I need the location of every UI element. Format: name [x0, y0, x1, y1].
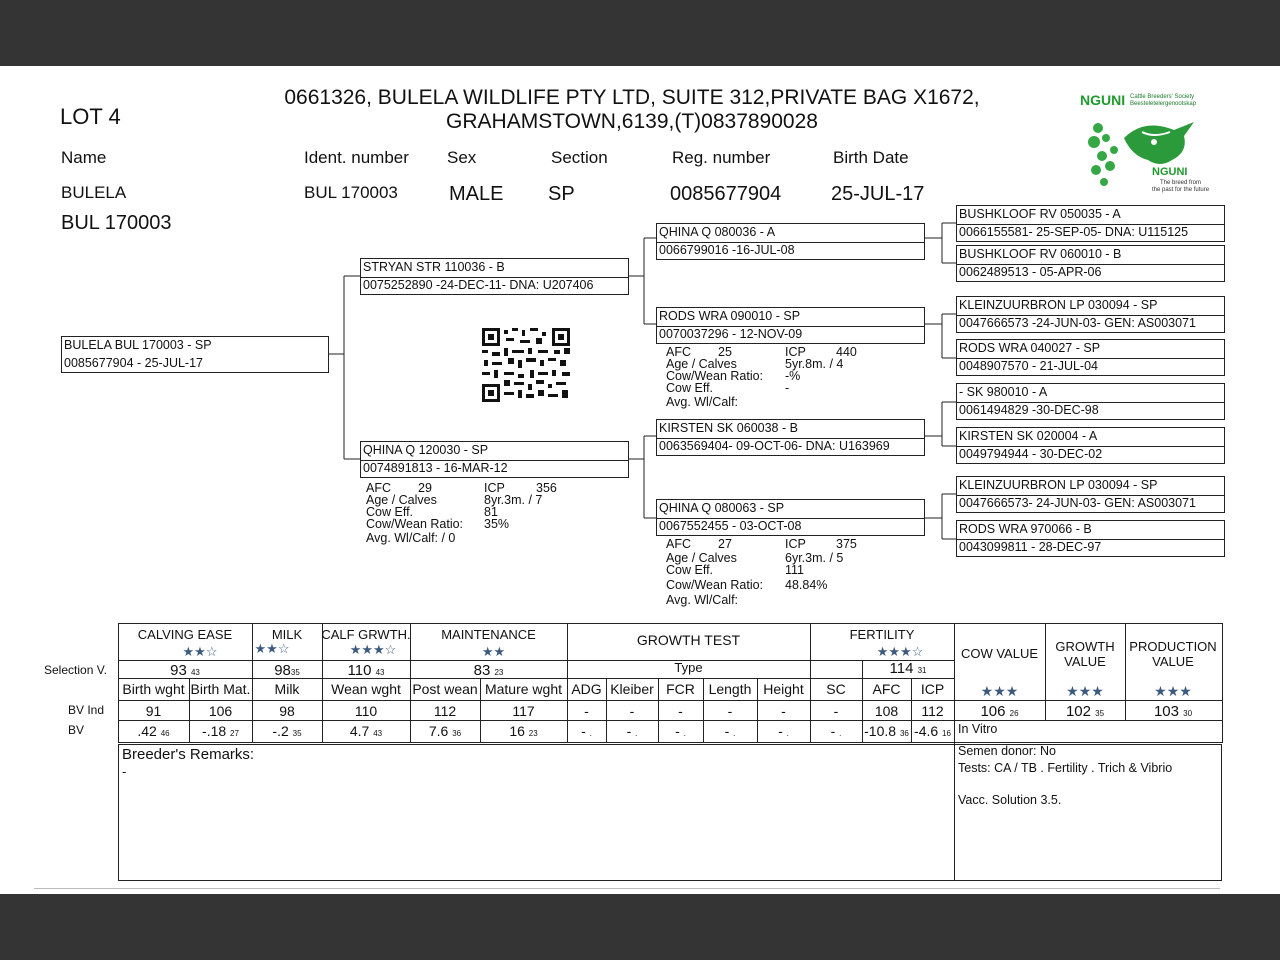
bv-accuracy: . [683, 729, 686, 738]
header-production-value: PRODUCTION VALUE [1129, 639, 1217, 669]
bv-value: 4.7 [349, 723, 370, 739]
selection-fertility: 114 31 [889, 660, 927, 677]
bv-ind-cell: 91 [145, 703, 162, 719]
column-header: ADG [571, 681, 602, 697]
pedigree-ssd: BUSHKLOOF RV 060010 - B 0062489513 - 05-APR-06 [956, 245, 1225, 282]
column-header: FCR [666, 681, 695, 697]
bv-cell [606, 723, 658, 739]
in-vitro: In Vitro [958, 722, 998, 736]
owner-line-2: GRAHAMSTOWN,6139,(T)0837890028 [446, 110, 818, 133]
column-header: SC [826, 681, 846, 697]
pedigree-sss: BUSHKLOOF RV 050035 - A 0066155581- 25-SEP-05- DNA: U115125 [956, 205, 1225, 242]
fertility-stars-icon: ★★★☆ [876, 644, 924, 659]
selection-maintenance: 83 23 [473, 662, 504, 679]
growth-value-stars-icon: ★★★ [1066, 683, 1104, 699]
header-milk: MILK [271, 627, 303, 642]
selection-milk: 9835 [274, 662, 300, 679]
bv-value: 7.6 [428, 723, 449, 739]
bv-cell [252, 723, 322, 739]
header-growth-test: GROWTH TEST [636, 632, 741, 648]
bv-ind-cell: 112 [433, 703, 457, 719]
bv-value: -4.6 [914, 723, 939, 739]
bv-value: - [778, 723, 783, 739]
value-sex: MALE [449, 183, 504, 205]
milk-stars-icon: ★★☆ [254, 641, 290, 656]
column-header: Height [763, 681, 804, 697]
header-calf-growth: CALF GRWTH. [321, 627, 411, 642]
bv-cell [322, 723, 410, 739]
value-name: BULELA [61, 183, 127, 202]
bv-value: - [675, 723, 680, 739]
dam-stats: AFC 29 ICP 356 Age / Calves 8yr.3m. / 7 Cow Eff. 81 Cow/Wean Ratio: 35% Avg. Wl/Calf: / 0 [366, 481, 557, 545]
bv-ind-cell: - [727, 703, 733, 719]
bv-value: - [830, 723, 836, 739]
pedigree-sire: STRYAN STR 110036 - B 0075252890 -24-DEC-11- DNA: U207406 [360, 258, 629, 295]
pedigree-dam: QHINA Q 120030 - SP 0074891813 - 16-MAR-12 [360, 441, 629, 478]
bv-cell [658, 723, 703, 739]
bv-cell [703, 723, 757, 739]
bv-ind-cell: 108 [874, 703, 899, 719]
bv-ind-cell: - [833, 703, 839, 719]
pedigree-sdd: RODS WRA 040027 - SP 0048907570 - 21-JUL-04 [956, 339, 1225, 376]
bv-value: -10.8 [864, 723, 897, 739]
bv-ind-cell: 110 [354, 703, 378, 719]
remarks-label: Breeder's Remarks: [122, 746, 255, 763]
bv-accuracy: . [635, 729, 638, 738]
maintenance-stars-icon: ★★ [481, 644, 506, 659]
row-label-bv-ind: BV Ind [68, 703, 105, 717]
bv-cell [410, 723, 480, 739]
row-label-bv: BV [68, 723, 85, 737]
bv-value: .42 [137, 723, 157, 739]
column-header: Wean wght [331, 681, 401, 697]
header-growth-value: GROWTH VALUE [1055, 639, 1115, 669]
label-name: Name [61, 148, 107, 167]
calf-stars-icon: ★★★☆ [349, 642, 397, 657]
owner-line-1: 0661326, BULELA WILDLIFE PTY LTD, SUITE 312,PRIVATE BAG X1672, [284, 86, 980, 109]
column-header: Mature wght [484, 681, 563, 697]
tests: Tests: CA / TB . Fertility . Trich & Vibrio [958, 761, 1173, 775]
bv-cell [911, 723, 954, 739]
header-maintenance: MAINTENANCE [441, 627, 536, 642]
bv-accuracy: . [589, 729, 592, 738]
value-birth: 25-JUL-17 [831, 183, 925, 205]
bv-value: 16 [509, 723, 525, 739]
cow-value-stars-icon: ★★★ [980, 683, 1019, 699]
bv-value: -.2 [272, 723, 289, 739]
bv-accuracy: . [786, 729, 789, 738]
bv-ind-cell: - [629, 703, 635, 719]
cow-value: 106 26 [980, 703, 1019, 720]
bv-value: - [724, 723, 730, 739]
bv-ind-cell: - [678, 703, 683, 719]
row-label-selection: Selection V. [44, 663, 107, 677]
sire-dam-stats: AFC 25 ICP 440 Age / Calves 5yr.8m. / 4 Cow/Wean Ratio: -% Cow Eff. - Avg. Wl/Calf: [666, 345, 857, 409]
selection-calf: 110 43 [347, 662, 385, 679]
pedigree-ddd: RODS WRA 970066 - B 0043099811 - 28-DEC-97 [956, 520, 1225, 557]
label-ident: Ident. number [304, 148, 409, 167]
pedigree-dsd: KIRSTEN SK 020004 - A 0049794944 - 30-DEC-02 [956, 427, 1225, 464]
column-header: Post wean [412, 681, 478, 697]
bv-ind-cell: 117 [512, 703, 535, 719]
bv-cell [862, 723, 911, 739]
label-reg: Reg. number [672, 148, 771, 167]
pedigree-dds: KLEINZUURBRON LP 030094 - SP 0047666573- 24-JUN-03- GEN: AS003071 [956, 476, 1225, 513]
header-type: Type [674, 660, 703, 675]
bv-accuracy: . [733, 729, 736, 738]
bv-accuracy: 35 [292, 729, 302, 738]
dam-dam-stats: AFC 27 ICP 375 Age / Calves 6yr.3m. / 5 Cow Eff. 111 Cow/Wean Ratio: 48.84% Avg. Wl/Calf: [666, 537, 857, 607]
pedigree-dam-sire: KIRSTEN SK 060038 - B 0063569404- 09-OCT-06- DNA: U163969 [656, 419, 925, 456]
column-header: AFC [872, 681, 901, 697]
bv-accuracy: 36 [452, 729, 462, 738]
pedigree-sds: KLEINZUURBRON LP 030094 - SP 0047666573 -24-JUN-03- GEN: AS003071 [956, 296, 1225, 333]
calving-stars-icon: ★★☆ [182, 644, 218, 659]
remarks-text: - [122, 764, 127, 779]
bv-cell [480, 723, 567, 739]
value-ident: BUL 170003 [304, 183, 398, 202]
label-sex: Sex [447, 148, 477, 167]
bv-value: - [626, 723, 632, 739]
pedigree-sire-sire: QHINA Q 080036 - A 0066799016 -16-JUL-08 [656, 223, 925, 260]
label-section: Section [551, 148, 608, 167]
bv-cell [118, 723, 189, 739]
pedigree-subject: BULELA BUL 170003 - SP 0085677904 - 25-JUL-17 [61, 336, 329, 373]
column-header: Length [708, 681, 752, 697]
nguni-logo: NGUNI Cattle Breeders' Society Beesteletelergenootskap NGUNI The breed from the past for the future [1078, 88, 1214, 198]
bv-ind-cell: 106 [208, 703, 233, 719]
header-calving-ease: CALVING EASE [137, 627, 233, 642]
production-value-stars-icon: ★★★ [1154, 683, 1192, 699]
bv-value: -.18 [202, 723, 227, 739]
bv-accuracy: 43 [373, 729, 383, 738]
bv-cell [567, 723, 606, 739]
bv-cell [810, 723, 862, 739]
bv-value: - [581, 723, 586, 739]
bv-ind-cell: 112 [921, 703, 944, 719]
pedigree-dss: - SK 980010 - A 0061494829 -30-DEC-98 [956, 383, 1225, 420]
bv-cell [757, 723, 810, 739]
bv-accuracy: 23 [528, 729, 538, 738]
semen-donor: Semen donor: No [958, 744, 1056, 758]
production-value: 103 30 [1153, 703, 1193, 720]
header-cow-value: COW VALUE [960, 646, 1039, 661]
pedigree-dam-dam: QHINA Q 080063 - SP 0067552455 - 03-OCT-08 [656, 499, 925, 536]
bottom-dark-bar [0, 894, 1280, 960]
header-fertility: FERTILITY [849, 627, 915, 642]
selection-calving: 93 43 [170, 662, 200, 679]
animal-id: BUL 170003 [61, 212, 172, 234]
bv-accuracy: 27 [230, 729, 239, 738]
bv-ind-cell: - [584, 703, 589, 719]
label-birth: Birth Date [833, 148, 909, 167]
bv-accuracy: 36 [899, 729, 909, 738]
lot-number: LOT 4 [60, 104, 121, 129]
value-reg: 0085677904 [670, 183, 782, 205]
bv-accuracy: 46 [160, 729, 170, 738]
column-header: Birth wght [122, 681, 185, 697]
bv-accuracy: . [839, 729, 842, 738]
pedigree-sire-dam: RODS WRA 090010 - SP 0070037296 - 12-NOV-09 [656, 307, 925, 344]
value-section: SP [548, 183, 575, 205]
growth-value: 102 35 [1065, 703, 1105, 720]
column-header: Milk [274, 681, 300, 697]
column-header: Birth Mat. [190, 681, 251, 697]
bv-ind-cell: 98 [279, 703, 295, 719]
bv-cell [189, 723, 252, 739]
vaccination: Vacc. Solution 3.5. [958, 793, 1062, 807]
bv-ind-cell: - [781, 703, 786, 719]
bv-accuracy: 16 [942, 729, 951, 738]
column-header: Kleiber [610, 681, 654, 697]
column-header: ICP [920, 681, 945, 697]
